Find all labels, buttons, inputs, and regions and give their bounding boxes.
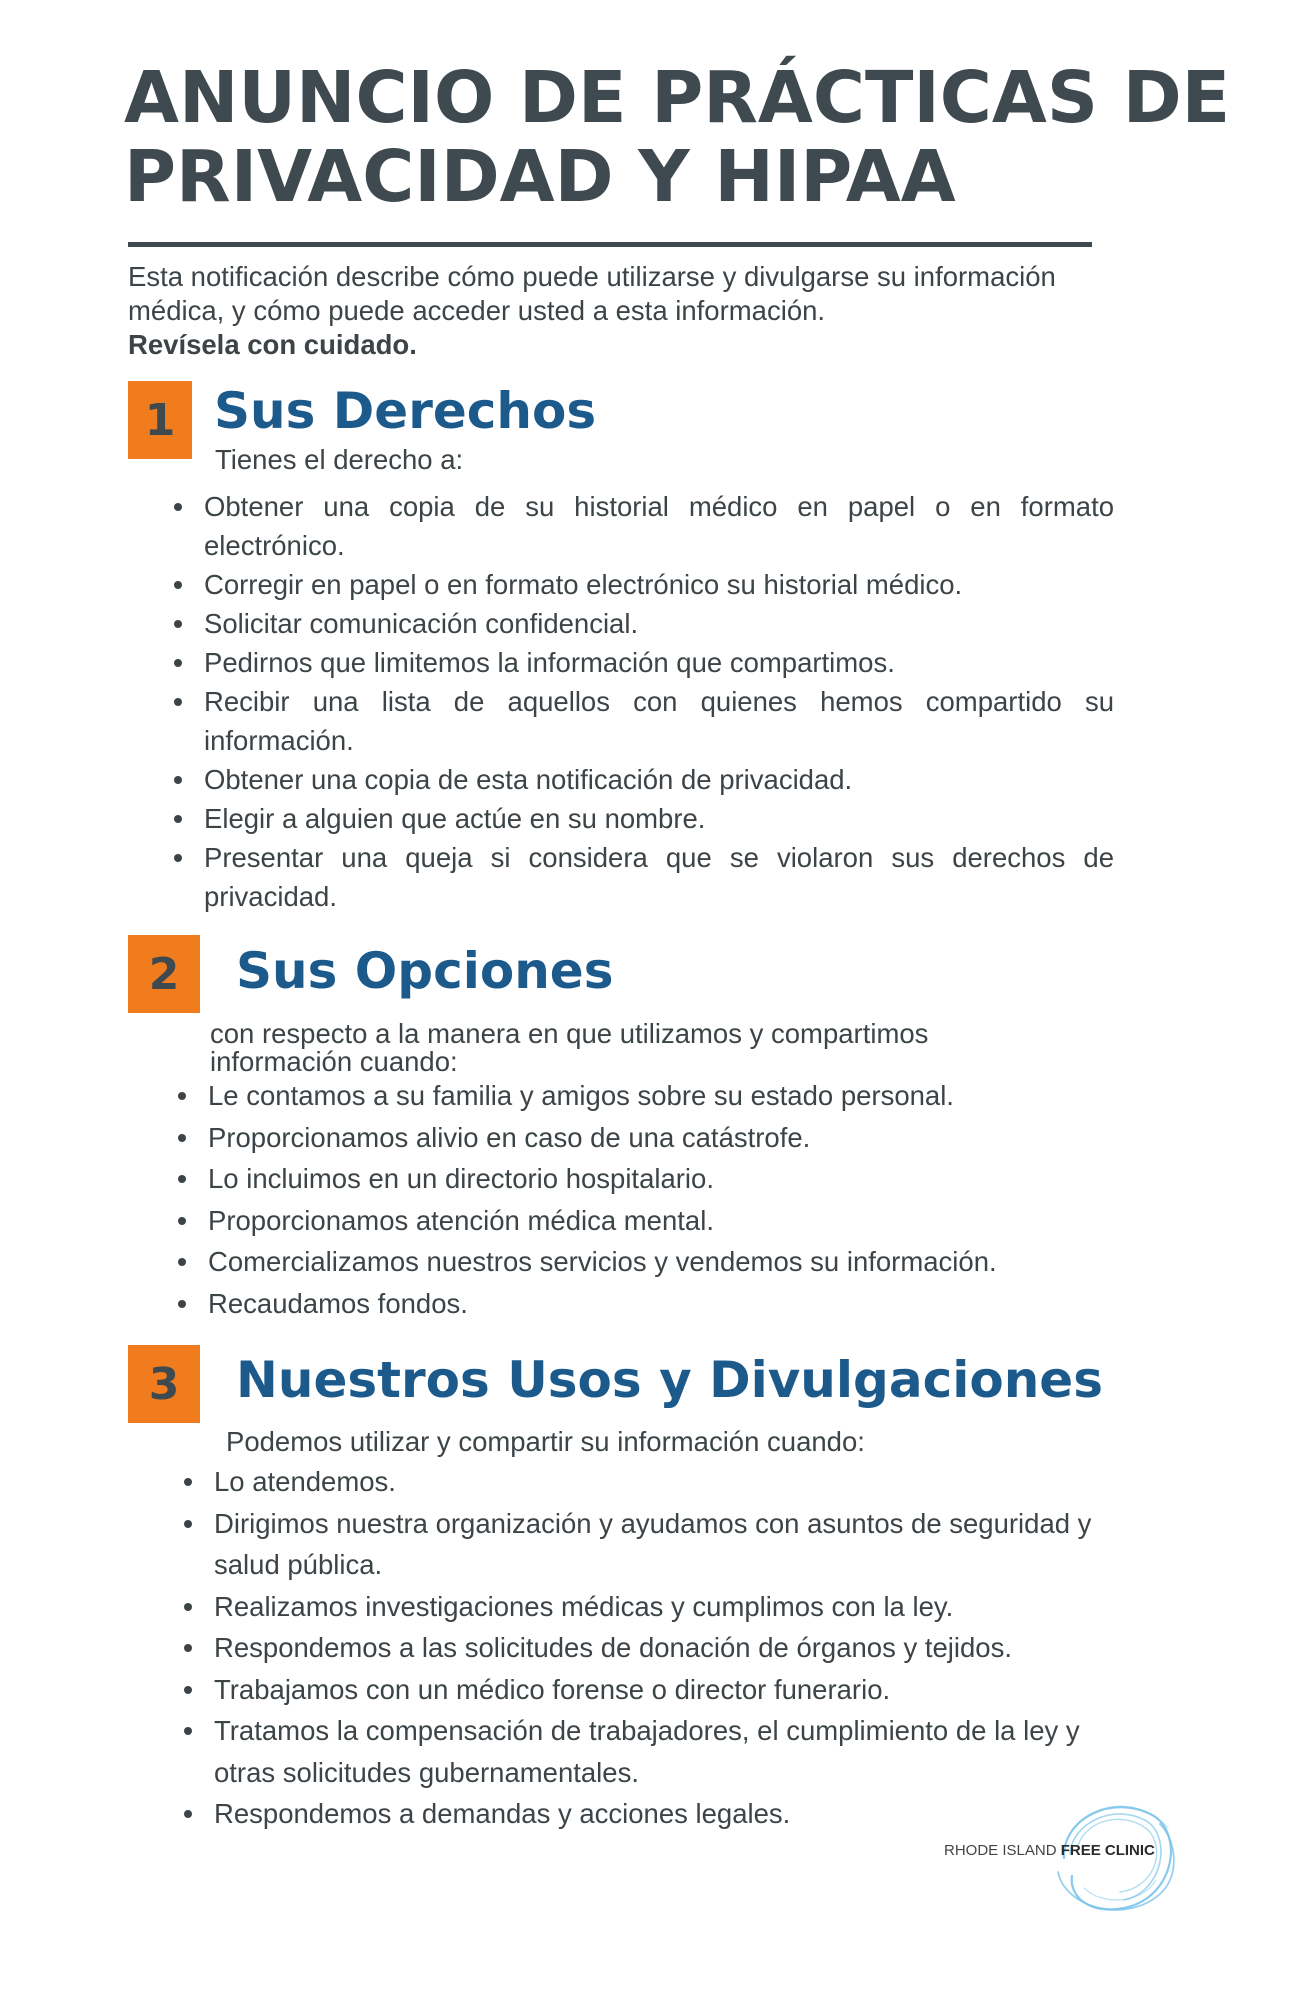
list-item: Proporcionamos alivio en caso de una catástrofe. [174, 1117, 1134, 1159]
list-item: Recaudamos fondos. [174, 1283, 1134, 1325]
section-3-number-badge: 3 [128, 1345, 200, 1423]
list-item: Pedirnos que limitemos la información que compartimos. [170, 643, 1114, 682]
list-item: Solicitar comunicación confidencial. [170, 604, 1114, 643]
section-1-title: Sus Derechos [214, 382, 597, 440]
list-item: Respondemos a demandas y acciones legales. [180, 1793, 1140, 1835]
list-item: Tratamos la compensación de trabajadores, el cumplimiento de la ley y otras solicitudes gubernamentales. [180, 1710, 1140, 1793]
clinic-logo [944, 1788, 1184, 1924]
list-item: Realizamos investigaciones médicas y cumplimos con la ley. [180, 1586, 1140, 1628]
page-title-line-1: ANUNCIO DE PRÁCTICAS DE [124, 56, 1231, 139]
section-1-subtitle: Tienes el derecho a: [215, 444, 464, 475]
section-2-number-badge: 2 [128, 935, 200, 1013]
list-item: Respondemos a las solicitudes de donación de órganos y tejidos. [180, 1627, 1140, 1669]
intro-paragraph [128, 260, 1128, 362]
section-2-subtitle [210, 1020, 928, 1076]
list-item: Lo incluimos en un directorio hospitalario. [174, 1158, 1134, 1200]
list-item: Obtener una copia de esta notificación de privacidad. [170, 760, 1114, 799]
list-item: Proporcionamos atención médica mental. [174, 1200, 1134, 1242]
list-item: Corregir en papel o en formato electrónico su historial médico. [170, 565, 1114, 604]
section-1-list [170, 487, 1114, 916]
page-title [124, 58, 1274, 216]
section-2-subtitle-line-2: información cuando: [210, 1046, 458, 1077]
list-item: Obtener una copia de su historial médico en papel o en formato electrónico. [170, 487, 1114, 565]
list-item: Le contamos a su familia y amigos sobre su estado personal. [174, 1075, 1134, 1117]
section-2-list [174, 1075, 1134, 1324]
logo-text [944, 1842, 1155, 1859]
list-item: Dirigimos nuestra organización y ayudamos con asuntos de seguridad y salud pública. [180, 1503, 1140, 1586]
list-item: Trabajamos con un médico forense o director funerario. [180, 1669, 1140, 1711]
intro-bold-text: Revísela con cuidado. [128, 329, 417, 360]
list-item: Elegir a alguien que actúe en su nombre. [170, 799, 1114, 838]
page-title-line-2: PRIVACIDAD Y HIPAA [124, 135, 956, 218]
section-3-list [180, 1461, 1140, 1835]
logo-text-regular: RHODE ISLAND [944, 1842, 1057, 1859]
list-item: Recibir una lista de aquellos con quienes hemos compartido su información. [170, 682, 1114, 760]
list-item: Presentar una queja si considera que se violaron sus derechos de privacidad. [170, 838, 1114, 916]
section-2-title: Sus Opciones [236, 942, 614, 1000]
section-3-title: Nuestros Usos y Divulgaciones [236, 1351, 1103, 1409]
section-1-number-badge: 1 [128, 381, 192, 459]
intro-text: Esta notificación describe cómo puede utilizarse y divulgarse su información médica, y cómo puede acceder usted a esta información. [128, 261, 1056, 326]
list-item: Lo atendemos. [180, 1461, 1140, 1503]
section-3-subtitle: Podemos utilizar y compartir su información cuando: [226, 1426, 865, 1457]
list-item: Comercializamos nuestros servicios y vendemos su información. [174, 1241, 1134, 1283]
section-2-subtitle-line-1: con respecto a la manera en que utilizamos y compartimos [210, 1018, 929, 1049]
title-divider [128, 242, 1092, 247]
logo-text-bold: FREE CLINIC [1060, 1842, 1155, 1859]
